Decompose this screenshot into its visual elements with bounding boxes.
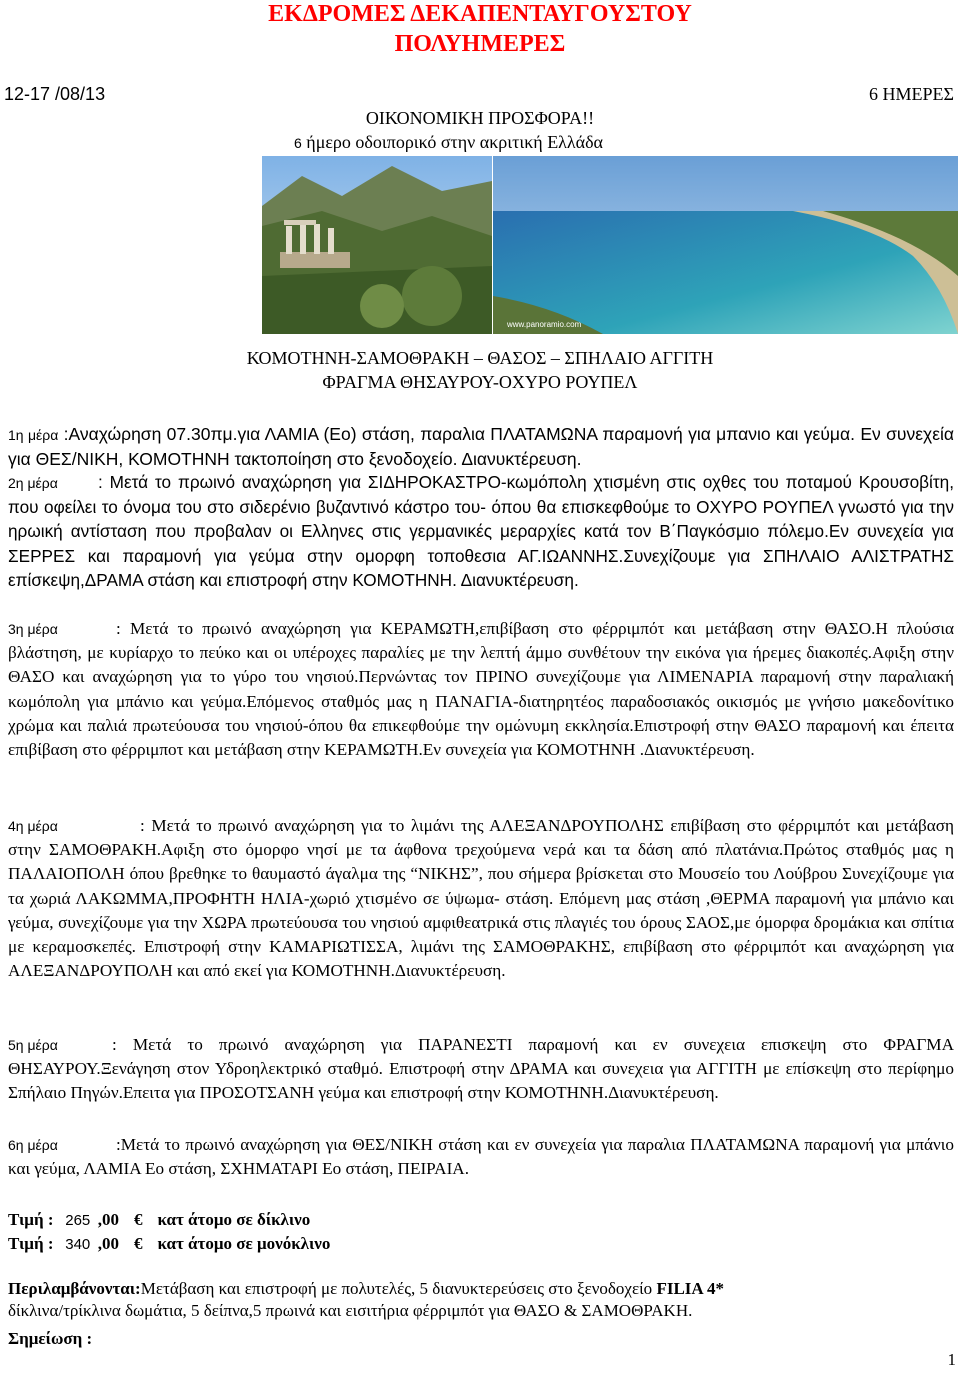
day-1-label: 1η μέρα xyxy=(8,427,59,443)
photo-watermark: www.panoramio.com xyxy=(507,320,582,329)
photo-temple-ruins xyxy=(262,156,492,334)
includes-text1: Μετάβαση και επιστροφή με πολυτελές, 5 διανυκτερεύσεις στο ξενοδοχείο xyxy=(140,1279,653,1298)
price-single-desc: κατ άτομο σε μονόκλινο xyxy=(157,1234,331,1253)
day-5 xyxy=(8,1033,954,1106)
day-4-text: : Μετά το πρωινό αναχώρηση για το λιμάνι της ΑΛΕΞΑΝΔΡΟΥΠΟΛΗΣ επιβίβαση στο φέρριμπότ και μετάβαση στην ΣΑΜΟΘΡΑΚΗ.Αφιξη στο όμορφο νησί με τα άφθονα τρεχούμενα νερά και τα δάση από πλατάνια.Πρώτος σταθμός μας η ΠΑΛΑΙΟΠΟΛΗ όπου βρεθηκε το θαυμαστό άγαλμα της “ΝΙΚΗΣ”, που σήμερα βρίσκεται στο Μουσείο του Λούβρου Συνεχίζουμε για τα χωριά ΛΑΚΩΜΜΑ,ΠΡΟΦΗΤΗ ΗΛΙΑ-χωριό χτισμένο σε ύψωμα- στάση. Επόμενη μας στάση ,ΘΕΡΜΑ παραμονή για μπάνιο και γεύμα, συνεχίζουμε για την ΧΩΡΑ πρωτεύουσα του νησιού αμφιθεατρικά στις πλαγιές του όρους ΣΑΟΣ,με όμορφα δρομάκια και σπίτια με κεραμοσκεπές. Επιστροφή στην ΚΑΜΑΡΙΩΤΙΣΣΑ, λιμάνι της ΣΑΜΟΘΡΑΚΗΣ, επιβίβαση στο φέρριμπότ και αναχώρηση για ΑΛΕΞΑΝΔΡΟΥΠΟΛΗ και από εκεί για ΚΟΜΟΤΗΝΗ.Διανυκτέρευση. xyxy=(8,816,954,981)
trip-duration: 6 ΗΜΕΡΕΣ xyxy=(869,84,954,104)
coastline-image xyxy=(493,156,958,334)
day-2-text: : Μετά το πρωινό αναχώρηση για ΣΙΔΗΡΟΚΑΣΤΡΟ-κωμόπολη χτισμένη στις οχθες του ποταμού Κρουσοβίτη, που οφείλει το όνομα του στο σιδερένιο βυζαντινό κάστρο του- όπου θα επισκεφθούμε το ΟΧΥΡΟ ΡΟΥΠΕΛ γνωστό για την ηρωική αντίσταση που προβαλαν οι Ελληνες στις γερμανικές μεραρχίες κατά τον Β΄Παγκόσμιο πόλεμο.Εν συνεχεία για ΣΕΡΡΕΣ και παραμονή για γεύμα στην ομορφη τοποθεσια ΑΓ.ΙΩΑΝΝΗΣ.Συνεχίζουμε για ΣΠΗΛΑΙΟ ΑΛΙΣΤΡΑΤΗΣ επίσκεψη,ΔΡΑΜΑ στάση και επιστροφή στην ΚΟΜΟΤΗΝΗ. Διανυκτέρευση. xyxy=(8,472,954,590)
price-single xyxy=(8,1234,330,1254)
price-double-amount: 265 xyxy=(65,1212,91,1229)
day-2 xyxy=(8,470,954,592)
trip-subtitle xyxy=(294,132,603,153)
page-title-line2: ΠΟΛΥΗΜΕΡΕΣ xyxy=(394,31,566,57)
price-single-amount: 340 xyxy=(65,1236,91,1253)
price-double-currency: € xyxy=(134,1210,143,1229)
photo-coastline xyxy=(493,156,958,334)
day-5-label: 5η μέρα xyxy=(8,1037,58,1053)
day-5-text: : Μετά το πρωινό αναχώρηση για ΠΑΡΑΝΕΣΤΙ παραμονή και εν συνεχεια επισκεψη στο ΦΡΑΓΜΑ ΘΗΣΑΥΡΟΥ.Ξενάγηση στον Υδροηλεκτρικό σταθμό. Επιστροφή στην ΔΡΑΜΑ και συνεχεια για ΑΓΓΙΤΗ με επίσκεψη στο περίφημο Σπήλαιο Πηγών.Επειτα για ΠΡΟΣΟΤΣΑΝΗ γεύμα και επιστροφή στην ΚΟΜΟΤΗΝΗ.Διανυκτέρευση. xyxy=(8,1035,954,1103)
day-1-text: :Αναχώρηση 07.30πμ.για ΛΑΜΙΑ (Εο) στάση, παραλια ΠΛΑΤΑΜΩΝΑ παραμονή για μπανιο και γεύμα. Εν συνεχεία για ΘΕΣ/ΝΙΚΗ, ΚΟΜΟΤΗΝΗ τακτοποίηση στο ξενοδοχείο. Διανυκτέρευση. xyxy=(8,424,954,470)
day-3 xyxy=(8,617,954,762)
hotel-name: FILIA 4* xyxy=(656,1279,724,1298)
subtitle-text: ήμερο οδοιπορικό στην ακριτική Ελλάδα xyxy=(306,132,603,152)
day-4 xyxy=(8,814,954,983)
day-1 xyxy=(8,422,954,471)
route-line2: ΦΡΑΓΜΑ ΘΗΣΑΥΡΟΥ-ΟΧΥΡΟ ΡΟΥΠΕΛ xyxy=(322,372,638,392)
note-label: Σημείωση : xyxy=(8,1329,93,1348)
day-4-label: 4η μέρα xyxy=(8,818,58,834)
day-2-label: 2η μέρα xyxy=(8,475,58,491)
route-line1: ΚΟΜΟΤΗΝΗ-ΣΑΜΟΘΡΑΚΗ – ΘΑΣΟΣ – ΣΠΗΛΑΙΟ ΑΓΓΙΤΗ xyxy=(246,348,714,368)
subtitle-number: 6 xyxy=(294,135,302,151)
includes-text2: δίκλινα/τρίκλινα δωμάτια, 5 δείπνα,5 πρωινά και εισιτήρια φέρριμπότ για ΘΑΣΟ & ΣΑΜΟΘΡΑΚΗ. xyxy=(8,1301,693,1320)
includes-label: Περιλαμβάνονται: xyxy=(8,1279,141,1298)
price-double-decimals: ,00 xyxy=(97,1210,120,1229)
price-double-label: Τιμή : xyxy=(8,1210,54,1229)
price-single-currency: € xyxy=(134,1234,143,1253)
day-3-label: 3η μέρα xyxy=(8,621,58,637)
price-double xyxy=(8,1210,310,1230)
includes-paragraph xyxy=(8,1278,954,1322)
page-number: 1 xyxy=(947,1350,956,1369)
trip-dates: 12-17 /08/13 xyxy=(4,84,106,104)
temple-ruins-image xyxy=(262,156,492,334)
offer-heading: ΟΙΚΟΝΟΜΙΚΗ ΠΡΟΣΦΟΡΑ!! xyxy=(365,108,595,128)
price-single-decimals: ,00 xyxy=(97,1234,120,1253)
price-single-label: Τιμή : xyxy=(8,1234,54,1253)
page-title-line1: ΕΚΔΡΟΜΕΣ ΔΕΚΑΠΕΝΤΑΥΓΟΥΣΤΟΥ xyxy=(268,1,692,27)
day-6-label: 6η μέρα xyxy=(8,1137,58,1153)
day-3-text: : Μετά το πρωινό αναχώρηση για ΚΕΡΑΜΩΤΗ,επιβίβαση στο φέρριμπότ και μετάβαση στην ΘΑΣΟ.Η πλούσια βλάστηση, με κυρίαρχο το πεύκο και οι υπέροχες παραλίες με την λεπτή άμμο συνθέτουν την εικόνα για ήρεμες διακοπές.Αφιξη στην ΘΑΣΟ και αναχώρηση για το γύρο του νησιού.Περνώντας τον ΠΡΙΝΟ συνεχίζουμε για ΛΙΜΕΝΑΡΙΑ παραμονή στην παραλιακή κωμόπολη για μπάνιο και γεύμα.Επόμενος σταθμός μας η ΠΑΝΑΓΙΑ-διατηρητέος παραδοσιακός οικισμός με γνήσιο μακεδονίτικο χρώμα και παλιά πρωτεύουσα του νησιού-όπου θα επικεφθούμε την ομώνυμη εκκλησία.Επιστροφή στην ΘΑΣΟ παραμονή και έπειτα επιβίβαση στο φέρριμποτ και μετάβαση στην ΚΕΡΑΜΩΤΗ.Εν συνεχεία για ΚΟΜΟΤΗΝΗ .Διανυκτέρευση. xyxy=(8,619,954,760)
day-6-text: :Μετά το πρωινό αναχώρηση για ΘΕΣ/ΝΙΚΗ στάση και εν συνεχεία για παραλια ΠΛΑΤΑΜΩΝΑ παραμονή για μπάνιο και γεύμα, ΛΑΜΙΑ Εο στάση, ΣΧΗΜΑΤΑΡΙ Εο στάση, ΠΕΙΡΑΙΑ. xyxy=(8,1135,954,1179)
day-6 xyxy=(8,1133,954,1181)
price-double-desc: κατ άτομο σε δίκλινο xyxy=(157,1210,311,1229)
